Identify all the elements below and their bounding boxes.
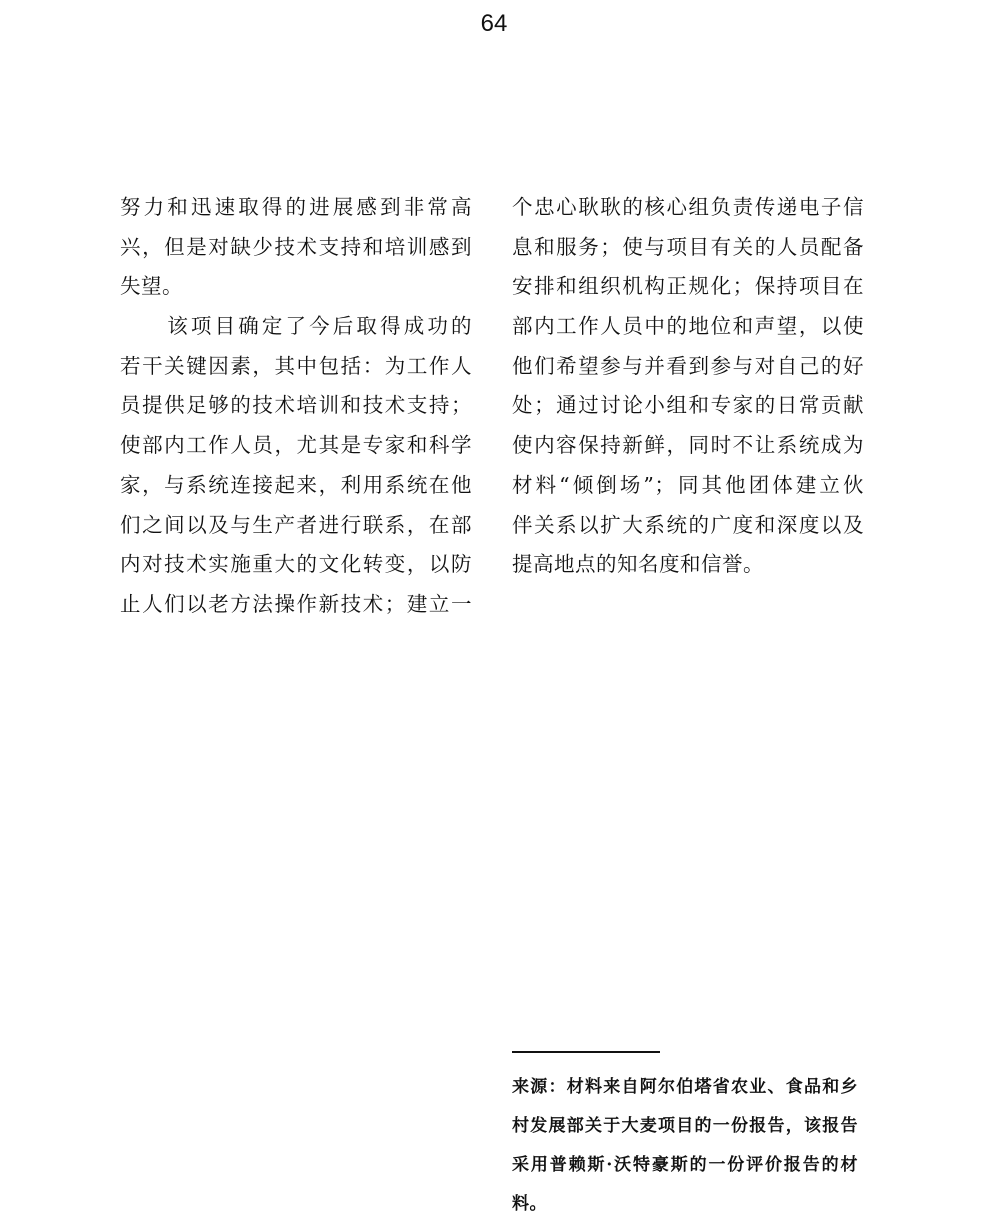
text-line: 提高地点的知名度和信誉。 xyxy=(512,552,764,577)
footnote-line: 村发展部关于大麦项目的一份报告，该报告 xyxy=(512,1116,858,1136)
text-line: 努力和迅速取得的进展感到非常高 xyxy=(120,195,472,219)
text-line: 失望。 xyxy=(120,274,183,299)
text-line: 他们希望参与并看到参与对自己的好 xyxy=(512,353,864,378)
text-line: 员提供足够的技术培训和技术支持； xyxy=(120,393,472,418)
footnote-divider xyxy=(512,1051,660,1053)
text-line: 个忠心耿耿的核心组负责传递电子信 xyxy=(512,195,864,219)
text-line: 处；通过讨论小组和专家的日常贡献 xyxy=(512,393,864,418)
text-line: 使部内工作人员，尤其是专家和科学 xyxy=(120,433,472,458)
text-line: 止人们以老方法操作新技术；建立一 xyxy=(120,591,472,616)
text-line: 伴关系以扩大系统的广度和深度以及 xyxy=(512,512,864,537)
page-number: 64 xyxy=(480,10,508,37)
footnote-line: 来源：材料来自阿尔伯塔省农业、食品和乡 xyxy=(512,1077,858,1097)
text-line: 安排和组织机构正规化；保持项目在 xyxy=(512,274,864,299)
text-line: 使内容保持新鲜，同时不让系统成为 xyxy=(512,433,864,458)
text-line: 部内工作人员中的地位和声望，以使 xyxy=(512,314,864,339)
body-text-right-column xyxy=(512,188,864,585)
body-text-left-column xyxy=(120,188,472,625)
text-line: 们之间以及与生产者进行联系，在部 xyxy=(120,512,472,537)
text-line: 材料“倾倒场”；同其他团体建立伙 xyxy=(512,472,864,497)
text-line: 该项目确定了今后取得成功的 xyxy=(120,314,472,339)
text-line: 兴，但是对缺少技术支持和培训感到 xyxy=(120,234,472,259)
footnote xyxy=(512,1068,858,1224)
text-line: 若干关键因素，其中包括：为工作人 xyxy=(120,353,472,378)
text-line: 家，与系统连接起来，利用系统在他 xyxy=(120,472,472,497)
footnote-line: 采用普赖斯·沃特豪斯的一份评价报告的材 xyxy=(512,1155,858,1175)
text-line: 息和服务；使与项目有关的人员配备 xyxy=(512,234,864,259)
text-line: 内对技术实施重大的文化转变，以防 xyxy=(120,552,472,577)
footnote-line: 料。 xyxy=(512,1194,547,1214)
